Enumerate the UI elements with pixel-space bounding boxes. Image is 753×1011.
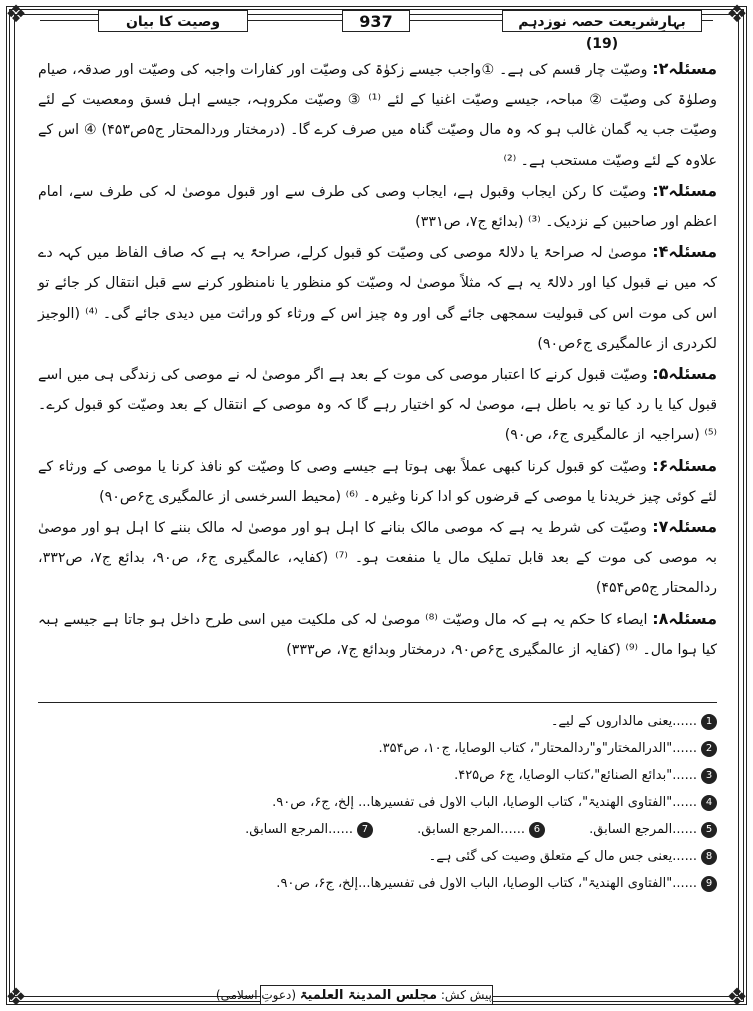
masala-label: مسئلہ۸: — [652, 608, 718, 628]
masala-paragraph — [38, 451, 717, 512]
corner-ornament-icon: ❖ — [726, 983, 748, 1011]
masala-paragraph — [38, 54, 717, 176]
footnote-number: 1 — [701, 714, 717, 730]
footnote-row — [38, 816, 717, 843]
footnote-text: ......"بدائع الصنائع"،کتاب الوصایا، ج۶ ص۴۲۵. — [454, 768, 697, 783]
chapter-title: وصیت کا بیان — [98, 10, 248, 32]
masala-paragraph — [38, 604, 717, 665]
masala-text: وصیّت قبول کرنے کا اعتبار موصی کی موت کے بعد ہے اگر موصیٰ لہ نے موصی کی زندگی ہی میں اسے قبول کیا یا رد کیا تو یہ باطل ہے، موصیٰ لہ کو اختیار رہے گا کہ وہ موصی کے انتقال کے بعد وصیّت کو قبول کرے۔ ⁽⁵⁾ (سراجیہ از عالمگیری ج۶، ص۹۰) — [38, 367, 717, 444]
footnote — [38, 870, 717, 897]
footnote-number: 8 — [701, 849, 717, 865]
masala-text: موصیٰ لہ صراحۃً یا دلالۃً موصی کی وصیّت کو قبول کرلے، صراحۃً یہ ہے کہ صاف الفاظ میں کہہ دے کہ میں نے قبول کیا اور دلالۃً یہ ہے کہ مثلاً موصیٰ لہ وصیّت کو منظور یا نامنظور کرنے سے قبل انتقال کر جائے تو اس کی موت اس کی قبولیت سمجھی جائے گی اور وہ چیز اس کے ورثاء کو وراثت میں دیدی جائے گی۔ ⁽⁴⁾ (الوجیز لکردری از عالمگیری ج۶ص۹۰) — [38, 245, 717, 352]
header-rule — [410, 20, 502, 21]
footer-prefix: پیش کش: — [440, 988, 492, 1002]
corner-ornament-icon: ❖ — [5, 983, 27, 1011]
masala-label: مسئلہ۶: — [652, 455, 717, 475]
footnote-number: 2 — [701, 741, 717, 757]
book-title: بہارِشریعت حصہ نوزدہم (19) — [502, 10, 702, 32]
masala-label: مسئلہ۴: — [652, 242, 717, 262]
footnote — [38, 789, 717, 816]
masala-label: مسئلہ۷: — [652, 517, 717, 537]
main-text — [38, 54, 717, 665]
header-rule — [702, 20, 713, 21]
masala-label: مسئلہ۲: — [652, 59, 718, 78]
footnote — [38, 762, 717, 789]
masala-paragraph — [38, 176, 717, 237]
footnote-number: 7 — [357, 822, 373, 838]
footnote-text: ......"الدرالمختار"و"ردالمحتار"، کتاب الوصایا، ج۱۰، ص۳۵۴. — [378, 741, 697, 756]
corner-ornament-icon: ❖ — [5, 0, 27, 28]
masala-paragraph — [38, 359, 717, 451]
footnote-text: ......المرجع السابق. — [245, 822, 353, 837]
masala-text: وصیّت چار قسم کی ہے۔ ①واجب جیسے زکوٰۃ کی وصیّت اور کفارات واجبہ کی وصیّت اور صدقہ، صیام وصلوٰۃ کی وصیّت ② مباحہ، جیسے وصیّت اغنیا کے لئے ⁽¹⁾ ③ وصیّت مکروہہ، جیسے اہل فسق ومعصیت کے لئے وصیّت جب یہ گمان غالب ہو کہ وہ مال وصیّت گناہ میں صرف کرے گا۔ (درمختار وردالمحتار ج۵ص۴۵۳) ④ اس کے علاوہ کے لئے وصیّت مستحب ہے۔ ⁽²⁾ — [38, 62, 717, 169]
footnote-text: ......المرجع السابق. — [417, 822, 525, 837]
footnote-number: 3 — [701, 768, 717, 784]
footnote-text: ......یعنی مالداروں کے لیے۔ — [550, 714, 697, 729]
corner-ornament-icon: ❖ — [726, 0, 748, 28]
footnote-text: ......"الفتاوی الھندیۃ"، کتاب الوصایا، الباب الاول فی تفسیرھا...إلخ، ج۶، ص۹۰. — [276, 876, 697, 891]
page-number: 937 — [342, 10, 410, 32]
footnote — [38, 735, 717, 762]
page-footer — [215, 985, 493, 1005]
footnote-text: ......یعنی جس مال کے متعلق وصیت کی گئی ہے۔ — [428, 849, 697, 864]
footnote-text: ......المرجع السابق. — [589, 822, 697, 837]
masala-label: مسئلہ۳: — [652, 180, 717, 200]
footnote-number: 6 — [529, 822, 545, 838]
footnotes — [38, 708, 717, 897]
footer-suffix: (دعوتِ اسلامی) — [215, 988, 297, 1002]
footnote-divider — [38, 702, 717, 703]
footnote-number: 4 — [701, 795, 717, 811]
masala-text: ایصاء کا حکم یہ ہے کہ مال وصیّت ⁽⁸⁾ موصیٰ لہ کی ملکیت میں اسی طرح داخل ہو جاتا ہے جیسے ہبہ کیا ہوا مال۔ ⁽⁹⁾ (کفایہ از عالمگیری ج۶ص۹۰، درمختار وبدائع ج۷، ص۳۳۳) — [38, 611, 717, 658]
footnote-number: 9 — [701, 876, 717, 892]
masala-text: وصیّت کا رکن ایجاب وقبول ہے، ایجاب وصی کی طرف سے اور قبول موصیٰ لہ کی طرف سے، امام اعظم اور صاحبین کے نزدیک۔ ⁽³⁾ (بدائع ج۷، ص۳۳۱) — [38, 183, 717, 231]
masala-paragraph — [38, 512, 717, 604]
header-rule — [40, 20, 98, 21]
header-rule — [248, 20, 342, 21]
footnote — [38, 708, 717, 735]
footnote-number: 5 — [701, 822, 717, 838]
footnote-text: ......"الفتاوی الھندیۃ"، کتاب الوصایا، الباب الاول فی تفسیرھا... إلخ، ج۶، ص۹۰. — [272, 795, 697, 810]
masala-text: وصیّت کی شرط یہ ہے کہ موصی مالک بنانے کا اہل ہو اور موصیٰ لہ مالک بننے کا اہل ہو اور موصیٰ بہ موصی کی موت کے بعد قابل تملیک مال یا منفعت ہو۔ ⁽⁷⁾ (کفایہ، عالمگیری ج۶، ص۹۰، بدائع ج۷، ص۳۳۲، ردالمحتار ج۵ص۴۵۴) — [38, 520, 717, 597]
masala-label: مسئلہ۵: — [652, 364, 717, 384]
publisher-name: مجلس المدینۃ العلمیۃ — [299, 988, 438, 1003]
masala-paragraph — [38, 237, 717, 359]
footnote — [38, 843, 717, 870]
masala-text: وصیّت کو قبول کرنا کبھی عملاً بھی ہوتا ہے جیسے وصی کا وصیّت کو نافذ کرنا یا موصی کے ورثاء کے لئے کوئی چیز خریدنا یا موصی کے قرضوں کو ادا کرنا وغیرہ۔ ⁽⁶⁾ (محیط السرخسی از عالمگیری ج۶ص۹۰) — [38, 458, 717, 505]
page-header — [40, 8, 713, 52]
